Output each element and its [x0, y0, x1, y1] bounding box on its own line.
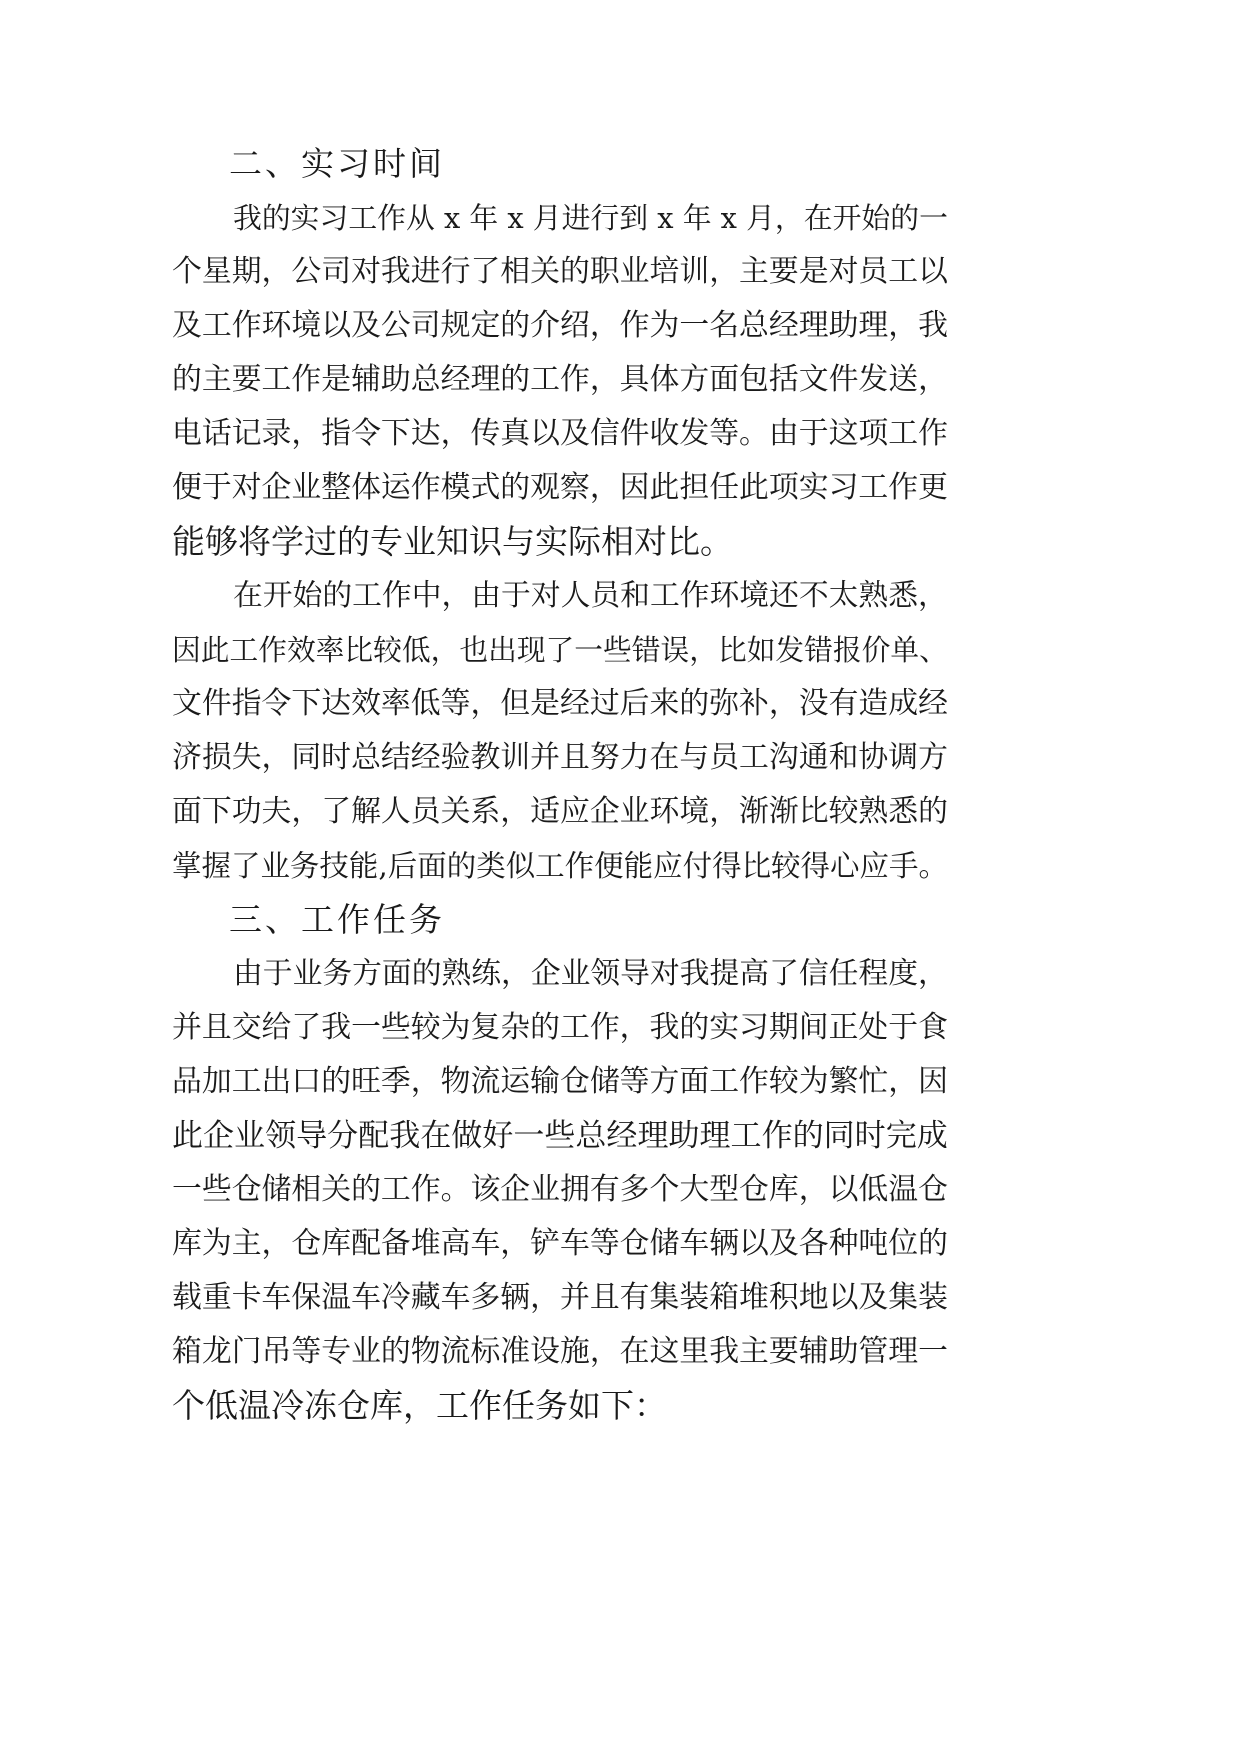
section-heading-work-tasks: 三、工作任务: [229, 900, 445, 939]
paragraph-line: 的主要工作是辅助总经理的工作，具体方面包括文件发送，: [172, 362, 948, 397]
paragraph-line: 文件指令下达效率低等，但是经过后来的弥补，没有造成经: [172, 686, 948, 721]
paragraph-line: 个星期，公司对我进行了相关的职业培训，主要是对员工以: [172, 254, 948, 289]
paragraph-line: 电话记录，指令下达，传真以及信件收发等。由于这项工作: [172, 416, 948, 451]
paragraph-line: 我的实习工作从 x 年 x 月进行到 x 年 x 月，在开始的一: [233, 201, 948, 235]
paragraph-line: 个低温冷冻仓库，工作任务如下：: [172, 1386, 667, 1425]
paragraph-line: 面下功夫，了解人员关系，适应企业环境，渐渐比较熟悉的: [172, 794, 948, 829]
paragraph-line: 载重卡车保温车冷藏车多辆，并且有集装箱堆积地以及集装: [172, 1280, 948, 1315]
paragraph-line: 库为主，仓库配备堆高车，铲车等仓储车辆以及各种吨位的: [172, 1226, 948, 1261]
paragraph-line: 掌握了业务技能,后面的类似工作便能应付得比较得心应手。: [172, 849, 948, 883]
paragraph-line: 品加工出口的旺季，物流运输仓储等方面工作较为繁忙，因: [172, 1064, 948, 1099]
paragraph-line: 能够将学过的专业知识与实际相对比。: [172, 522, 733, 561]
paragraph-line: 一些仓储相关的工作。该企业拥有多个大型仓库，以低温仓: [172, 1172, 948, 1207]
paragraph-line: 因此工作效率比较低，也出现了一些错误，比如发错报价单、: [172, 633, 948, 667]
paragraph-line: 此企业领导分配我在做好一些总经理助理工作的同时完成: [172, 1118, 948, 1154]
paragraph-line: 在开始的工作中，由于对人员和工作环境还不太熟悉，: [233, 578, 948, 613]
paragraph-line: 济损失，同时总结经验教训并且努力在与员工沟通和协调方: [172, 740, 948, 775]
paragraph-line: 由于业务方面的熟练，企业领导对我提高了信任程度，: [233, 956, 948, 991]
section-heading-internship-period: 二、实习时间: [229, 144, 445, 183]
paragraph-line: 便于对企业整体运作模式的观察，因此担任此项实习工作更: [172, 470, 948, 505]
paragraph-line: 及工作环境以及公司规定的介绍，作为一名总经理助理，我: [172, 308, 948, 343]
paragraph-line: 并且交给了我一些较为复杂的工作，我的实习期间正处于食: [172, 1010, 948, 1045]
paragraph-line: 箱龙门吊等专业的物流标准设施，在这里我主要辅助管理一: [172, 1334, 948, 1369]
